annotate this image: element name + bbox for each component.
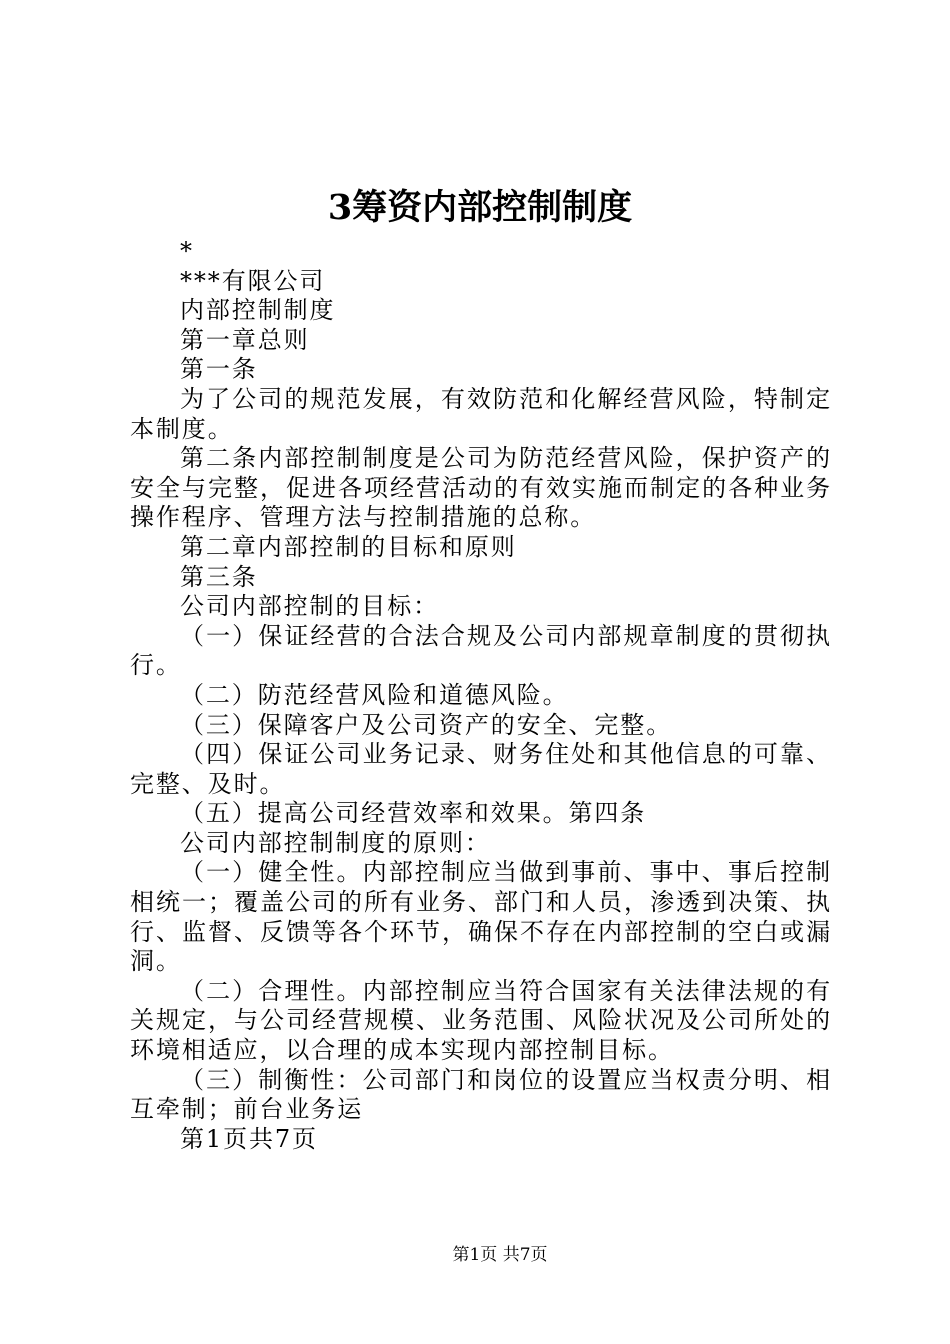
- list-item: （二）防范经营风险和道德风险。: [180, 680, 569, 709]
- paragraph: 为了公司的规范发展，有效防范和化解经营风险，特制定本制度。: [130, 384, 832, 443]
- list-item: （一）健全性。内部控制应当做到事前、事中、事后控制相统一；覆盖公司的所有业务、部门和人员，渗透到决策、执行、监督、反馈等各个环节，确保不存在内部控制的空白或漏洞。: [130, 858, 832, 976]
- document-body: [130, 237, 832, 1154]
- paragraph: ***有限公司: [180, 266, 326, 295]
- paragraph: 第二条内部控制制度是公司为防范经营风险，保护资产的安全与完整，促进各项经营活动的有效实施而制定的各种业务操作程序、管理方法与控制措施的总称。: [130, 444, 832, 532]
- page-footer: 第1页 共7页: [452, 1245, 548, 1265]
- list-item: （二）合理性。内部控制应当符合国家有关法律法规的有关规定，与公司经营规模、业务范围、风险状况及公司所处的环境相适应，以合理的成本实现内部控制目标。: [130, 976, 832, 1065]
- inline-page-marker: 第1页共7页: [180, 1124, 318, 1153]
- list-item: （五）提高公司经营效率和效果。第四条: [180, 799, 647, 828]
- list-item: （三）保障客户及公司资产的安全、完整。: [180, 710, 673, 739]
- list-item: （一）保证经营的合法合规及公司内部规章制度的贯彻执行。: [130, 621, 832, 680]
- paragraph: 公司内部控制的目标：: [180, 592, 439, 621]
- page-title: 3筹资内部控制制度: [327, 187, 633, 228]
- article-heading: 第一条: [180, 355, 258, 384]
- chapter-heading: 第二章内部控制的目标和原则: [180, 532, 517, 561]
- article-heading: 第三条: [180, 562, 258, 591]
- paragraph: *: [180, 237, 194, 265]
- paragraph: 公司内部控制制度的原则：: [180, 828, 491, 857]
- paragraph: 内部控制制度: [180, 296, 336, 325]
- list-item: （三）制衡性：公司部门和岗位的设置应当权责分明、相互牵制；前台业务运: [130, 1065, 832, 1124]
- list-item: （四）保证公司业务记录、财务住处和其他信息的可靠、完整、及时。: [130, 740, 832, 798]
- chapter-heading: 第一章总则: [180, 325, 310, 354]
